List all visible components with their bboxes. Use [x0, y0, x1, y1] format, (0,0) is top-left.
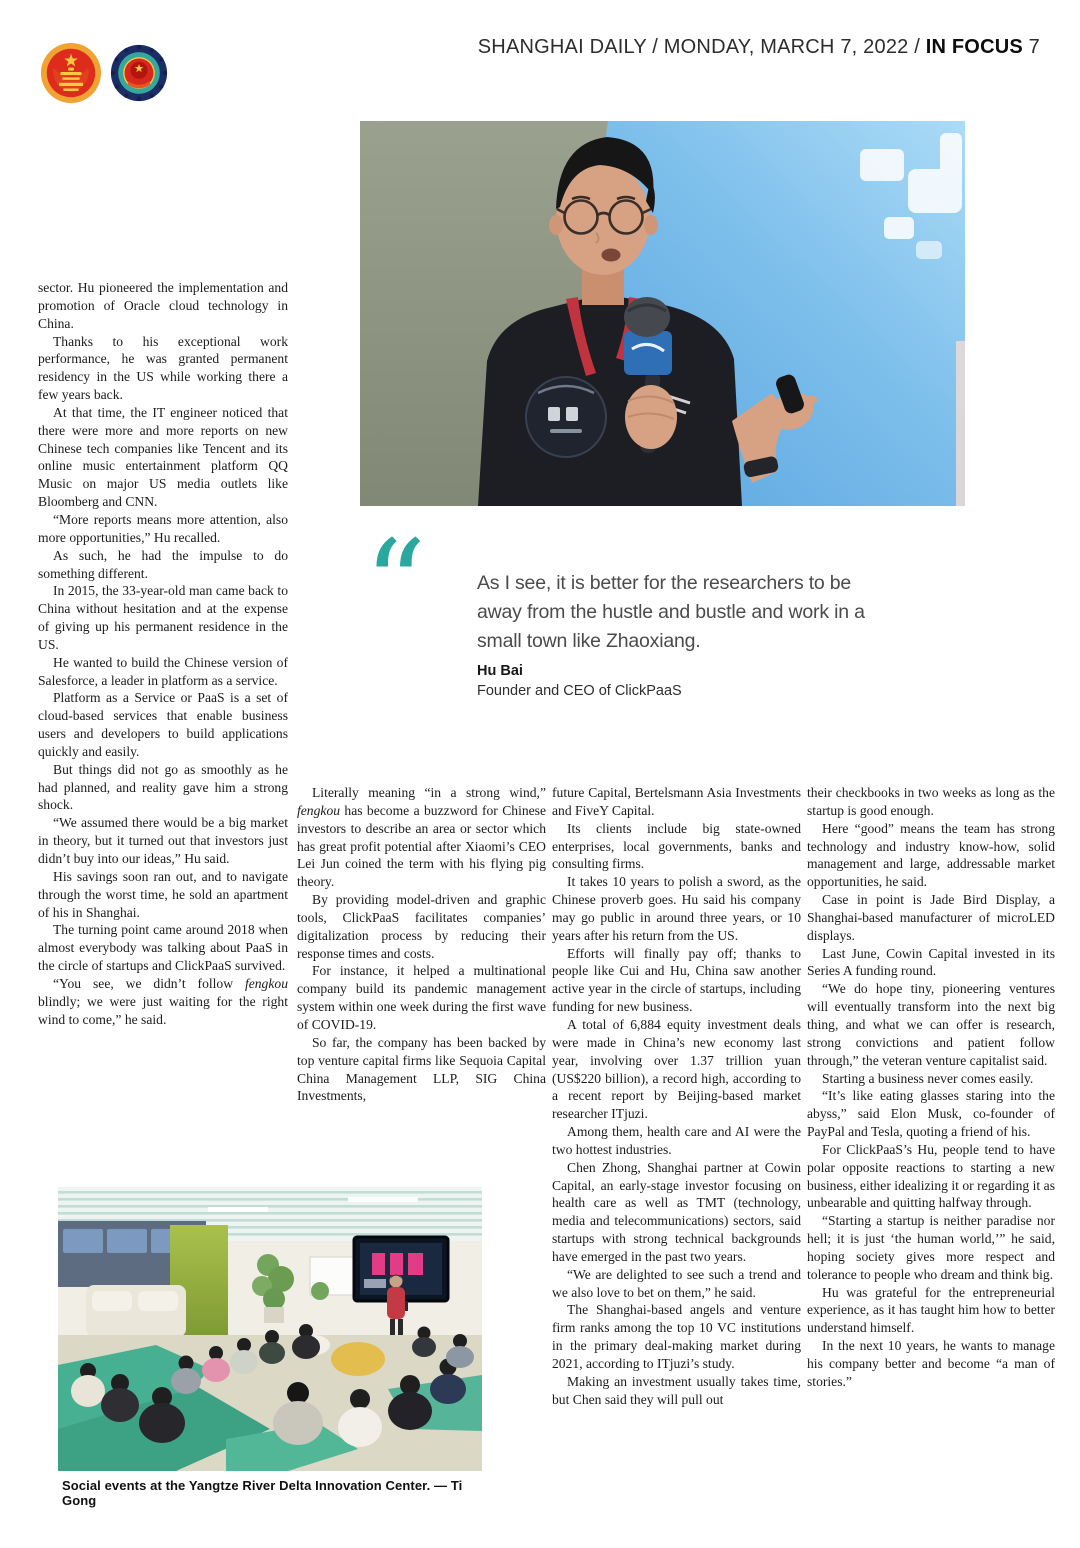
paragraph: A total of 6,884 equity investment deals were made in China’s new economy last year, involving over 1.37 trillion yuan (US$220 billion), a record high, according to a recent report by Beijing-based market researcher ITjuzi. — [552, 1016, 801, 1122]
paragraph: For ClickPaaS’s Hu, people tend to have polar opposite reactions to starting a new business, either idealizing it or regarding it as unbearable and quitting halfway through. — [807, 1141, 1055, 1211]
paragraph: Chen Zhong, Shanghai partner at Cowin Capital, an early-stage investor focusing on health care as well as TMT (technology, media and telecommunications) sectors, said startups with strong technical backgrounds have emerged in the past two years. — [552, 1159, 801, 1264]
quote-mark-icon: “ — [364, 514, 427, 656]
paragraph: “We are delighted to see such a trend and we also love to bet on them,” he said. — [552, 1266, 801, 1300]
quote-line: away from the hustle and bustle and work in a — [477, 601, 865, 623]
bean-bag — [331, 1342, 385, 1376]
paragraph: But things did not go as smoothly as he had planned, and reality gave him a strong shock. — [38, 761, 288, 813]
paragraph: sector. Hu pioneered the implementation and promotion of Oracle cloud technology in China. — [38, 280, 288, 331]
paragraph: It takes 10 years to polish a sword, as the Chinese proverb goes. Hu said his company may go public in around three years, or 10 years after his return from the US. — [552, 874, 801, 943]
paragraph: Literally meaning “in a strong wind,” fengkou has become a buzzword for Chinese investors to describe an area or sector which has great profit potential after Xiaomi’s CEO Lei Jun coined the term with his flying pig theory. — [297, 785, 546, 890]
paragraph: Efforts will finally pay off; thanks to people like Cui and Hu, China saw another active year in the circle of startups, including funding for new business. — [552, 945, 801, 1015]
pull-quote-text — [477, 569, 865, 656]
paragraph: At that time, the IT engineer noticed that there were more and more reports on new Chinese tech companies like Tencent and its online music entertainment platform QQ Music on major US media outlets like Bloomberg and CNN. — [38, 404, 288, 510]
paragraph: “You see, we didn’t follow fengkou blindly; we were just waiting for the right wind to come,” he said. — [38, 975, 288, 1027]
paragraph: future Capital, Bertelsmann Asia Investments and FiveY Capital. — [552, 785, 801, 818]
paragraph: Among them, health care and AI were the two hottest industries. — [552, 1124, 801, 1157]
article-column-3 — [552, 784, 801, 1409]
paragraph: In 2015, the 33-year-old man came back to China without hesitation and at the expense of giving up his permanent residence in the US. — [38, 583, 288, 652]
secondary-photo-social-event — [58, 1187, 482, 1471]
masthead-date: SHANGHAI DAILY / MONDAY, MARCH 7, 2022 / — [477, 36, 926, 58]
paragraph: Making an investment usually takes time, but Chen said they will pull out — [552, 1373, 801, 1407]
quote-author-title: Founder and CEO of ClickPaaS — [477, 683, 682, 699]
paragraph: The Shanghai-based angels and venture firm ranks among the top 10 VC institutions in the primary deal-making market during 2021, according to ITjuzi’s study. — [552, 1302, 801, 1371]
paragraph: Case in point is Jade Bird Display, a Shanghai-based manufacturer of microLED displays. — [807, 892, 1055, 943]
paragraph: “More reports means more attention, also more opportunities,” Hu recalled. — [38, 511, 288, 545]
paragraph: “Starting a startup is neither paradise nor hell; it is just ‘the human world,’” he said, hoping society gives more respect and tolerance to people who dream and think big. — [807, 1213, 1055, 1282]
paragraph: “We do hope tiny, pioneering ventures will eventually transform into the next big thing, and what we can offer is research, strong convictions and patient follow through,” the veteran venture capitalist said. — [807, 981, 1055, 1068]
main-photo-speaker — [360, 121, 965, 506]
paragraph: Its clients include big state-owned enterprises, local governments, banks and consulting firms. — [552, 820, 801, 872]
paragraph: He wanted to build the Chinese version of Salesforce, a leader in platform as a service. — [38, 654, 288, 688]
paragraph: In the next 10 years, he wants to manage his company better and become “a man of stories.” — [807, 1338, 1055, 1389]
paragraph: For instance, it helped a multinational company build its pandemic management system within one week during the first wave of COVID-19. — [297, 963, 546, 1032]
article-column-1 — [38, 279, 288, 1028]
cppcc-emblem-icon — [110, 44, 168, 102]
paragraph: His savings soon ran out, and to navigate through the worst time, he sold an apartment of his in Shanghai. — [38, 868, 288, 920]
paragraph: Here “good” means the team has strong technology and industry know-how, solid management and large, addressable market opportunities, he said. — [807, 820, 1055, 890]
masthead-page-number: 7 — [1022, 36, 1040, 58]
quote-line: As I see, it is better for the researchers to be — [477, 572, 852, 594]
paragraph: “We assumed there would be a big market in theory, but it turned out that investors just didn’t buy into our ideas,” Hu said. — [38, 815, 288, 866]
paragraph: Thanks to his exceptional work performance, he was granted permanent residency in the US while working there a few years back. — [38, 333, 288, 403]
quote-line: small town like Zhaoxiang. — [477, 630, 701, 652]
paragraph: By providing model-driven and graphic tools, ClickPaaS facilitates companies’ digitalization process by reducing their response times and costs. — [297, 892, 546, 961]
masthead — [478, 36, 1040, 59]
paragraph: So far, the company has been backed by top venture capital firms like Sequoia Capital China Management LLP, SIG China Investments, — [297, 1034, 546, 1104]
paragraph: Platform as a Service or PaaS is a set of cloud-based services that enable business users and developers to build applications quickly and easily. — [38, 690, 288, 759]
photo-caption: Social events at the Yangtze River Delta Innovation Center. — Ti Gong — [62, 1478, 463, 1508]
paragraph: Hu was grateful for the entrepreneurial experience, as it has taught him how to better understand himself. — [807, 1284, 1055, 1336]
paragraph: “It’s like eating glasses staring into the abyss,” said Elon Musk, co-founder of PayPal and Tesla, quoting a friend of his. — [807, 1088, 1055, 1140]
paragraph: Starting a business never comes easily. — [822, 1070, 1034, 1086]
article-column-2 — [297, 784, 546, 1105]
article-column-4 — [807, 784, 1055, 1391]
paragraph: As such, he had the impulse to do something different. — [38, 547, 288, 581]
paragraph: Last June, Cowin Capital invested in its Series A funding round. — [807, 945, 1055, 979]
paragraph: The turning point came around 2018 when almost everybody was talking about PaaS in the circle of startups and ClickPaaS survived. — [38, 922, 288, 974]
paragraph: their checkbooks in two weeks as long as the startup is good enough. — [807, 785, 1055, 818]
badge — [526, 377, 606, 457]
china-national-emblem-icon — [40, 42, 102, 104]
quote-author: Hu Bai — [477, 663, 523, 679]
masthead-section: IN FOCUS — [925, 36, 1023, 58]
